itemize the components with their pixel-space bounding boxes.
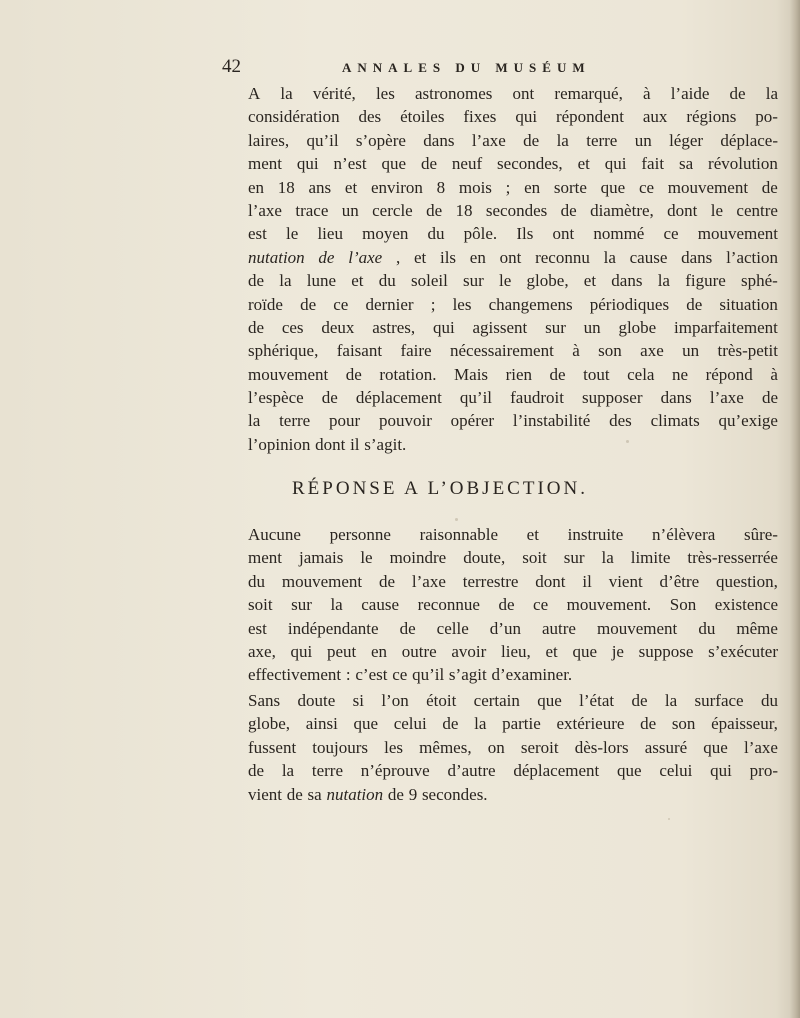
paper-spot: [626, 440, 629, 443]
text-line: laires, qu’il s’opère dans l’axe de la terre un léger déplace-: [248, 130, 778, 150]
text-line: roïde de ce dernier ; les changemens périodiques de situation: [248, 294, 778, 314]
text-line: sphérique, faisant faire nécessairement à son axe un très-petit: [248, 341, 778, 361]
paragraph-2: [248, 523, 778, 687]
text-line: ment jamais le moindre doute, soit sur la limite très-resserrée: [248, 548, 778, 568]
text-line: Sans doute si l’on étoit certain que l’état de la surface du: [248, 691, 778, 710]
paragraph-3: [248, 689, 778, 806]
section-heading: RÉPONSE A L’OBJECTION.: [292, 478, 588, 499]
text-line: de la terre n’éprouve d’autre déplacement que celui qui pro-: [248, 761, 778, 781]
text-line: A la vérité, les astronomes ont remarqué, à l’aide de la: [248, 84, 778, 103]
page-edge: [790, 0, 800, 1018]
text-line: axe, qui peut en outre avoir lieu, et que je suppose s’exécuter: [248, 641, 778, 661]
text-line: fussent toujours les mêmes, on seroit dès-lors assuré que l’axe: [248, 737, 778, 757]
text-line: l’axe trace un cercle de 18 secondes de diamètre, dont le centre: [248, 200, 778, 220]
text-line: l’espèce de déplacement qu’il faudroit supposer dans l’axe de: [248, 388, 778, 408]
text-line: est le lieu moyen du pôle. Ils ont nommé ce mouvement: [248, 224, 778, 244]
paragraph-1: [248, 82, 778, 456]
text-line: nutation de l’axe , et ils en ont reconnu la cause dans l’action: [248, 247, 778, 267]
text-line: vient de sa nutation de 9 secondes.: [248, 784, 488, 804]
text-line: mouvement de rotation. Mais rien de tout cela ne répond à: [248, 364, 778, 384]
running-title: ANNALES DU MUSÉUM: [342, 60, 591, 75]
text-line: du mouvement de l’axe terrestre dont il vient d’être question,: [248, 571, 778, 591]
text-line: est indépendante de celle d’un autre mouvement du même: [248, 618, 778, 638]
paper-spot: [668, 818, 670, 820]
text-line: globe, ainsi que celui de la partie extérieure de son épaisseur,: [248, 714, 778, 734]
page-number: 42: [222, 56, 241, 77]
text-line: considération des étoiles fixes qui répondent aux régions po-: [248, 107, 778, 127]
text-line: ment qui n’est que de neuf secondes, et qui fait sa révolution: [248, 154, 778, 174]
running-head: [222, 56, 622, 80]
text-line: en 18 ans et environ 8 mois ; en sorte que ce mouvement de: [248, 177, 778, 197]
paper-spot: [455, 518, 458, 521]
text-line: de la lune et du soleil sur le globe, et dans la figure sphé-: [248, 271, 778, 291]
text-line: de ces deux astres, qui agissent sur un globe imparfaitement: [248, 317, 778, 337]
text-line: soit sur la cause reconnue de ce mouvement. Son existence: [248, 595, 778, 615]
text-line: Aucune personne raisonnable et instruite n’élèvera sûre-: [248, 525, 778, 544]
text-line: la terre pour pouvoir opérer l’instabilité des climats qu’exige: [248, 411, 778, 431]
text-line: l’opinion dont il s’agit.: [248, 434, 407, 454]
text-line: effectivement : c’est ce qu’il s’agit d’examiner.: [248, 665, 573, 685]
